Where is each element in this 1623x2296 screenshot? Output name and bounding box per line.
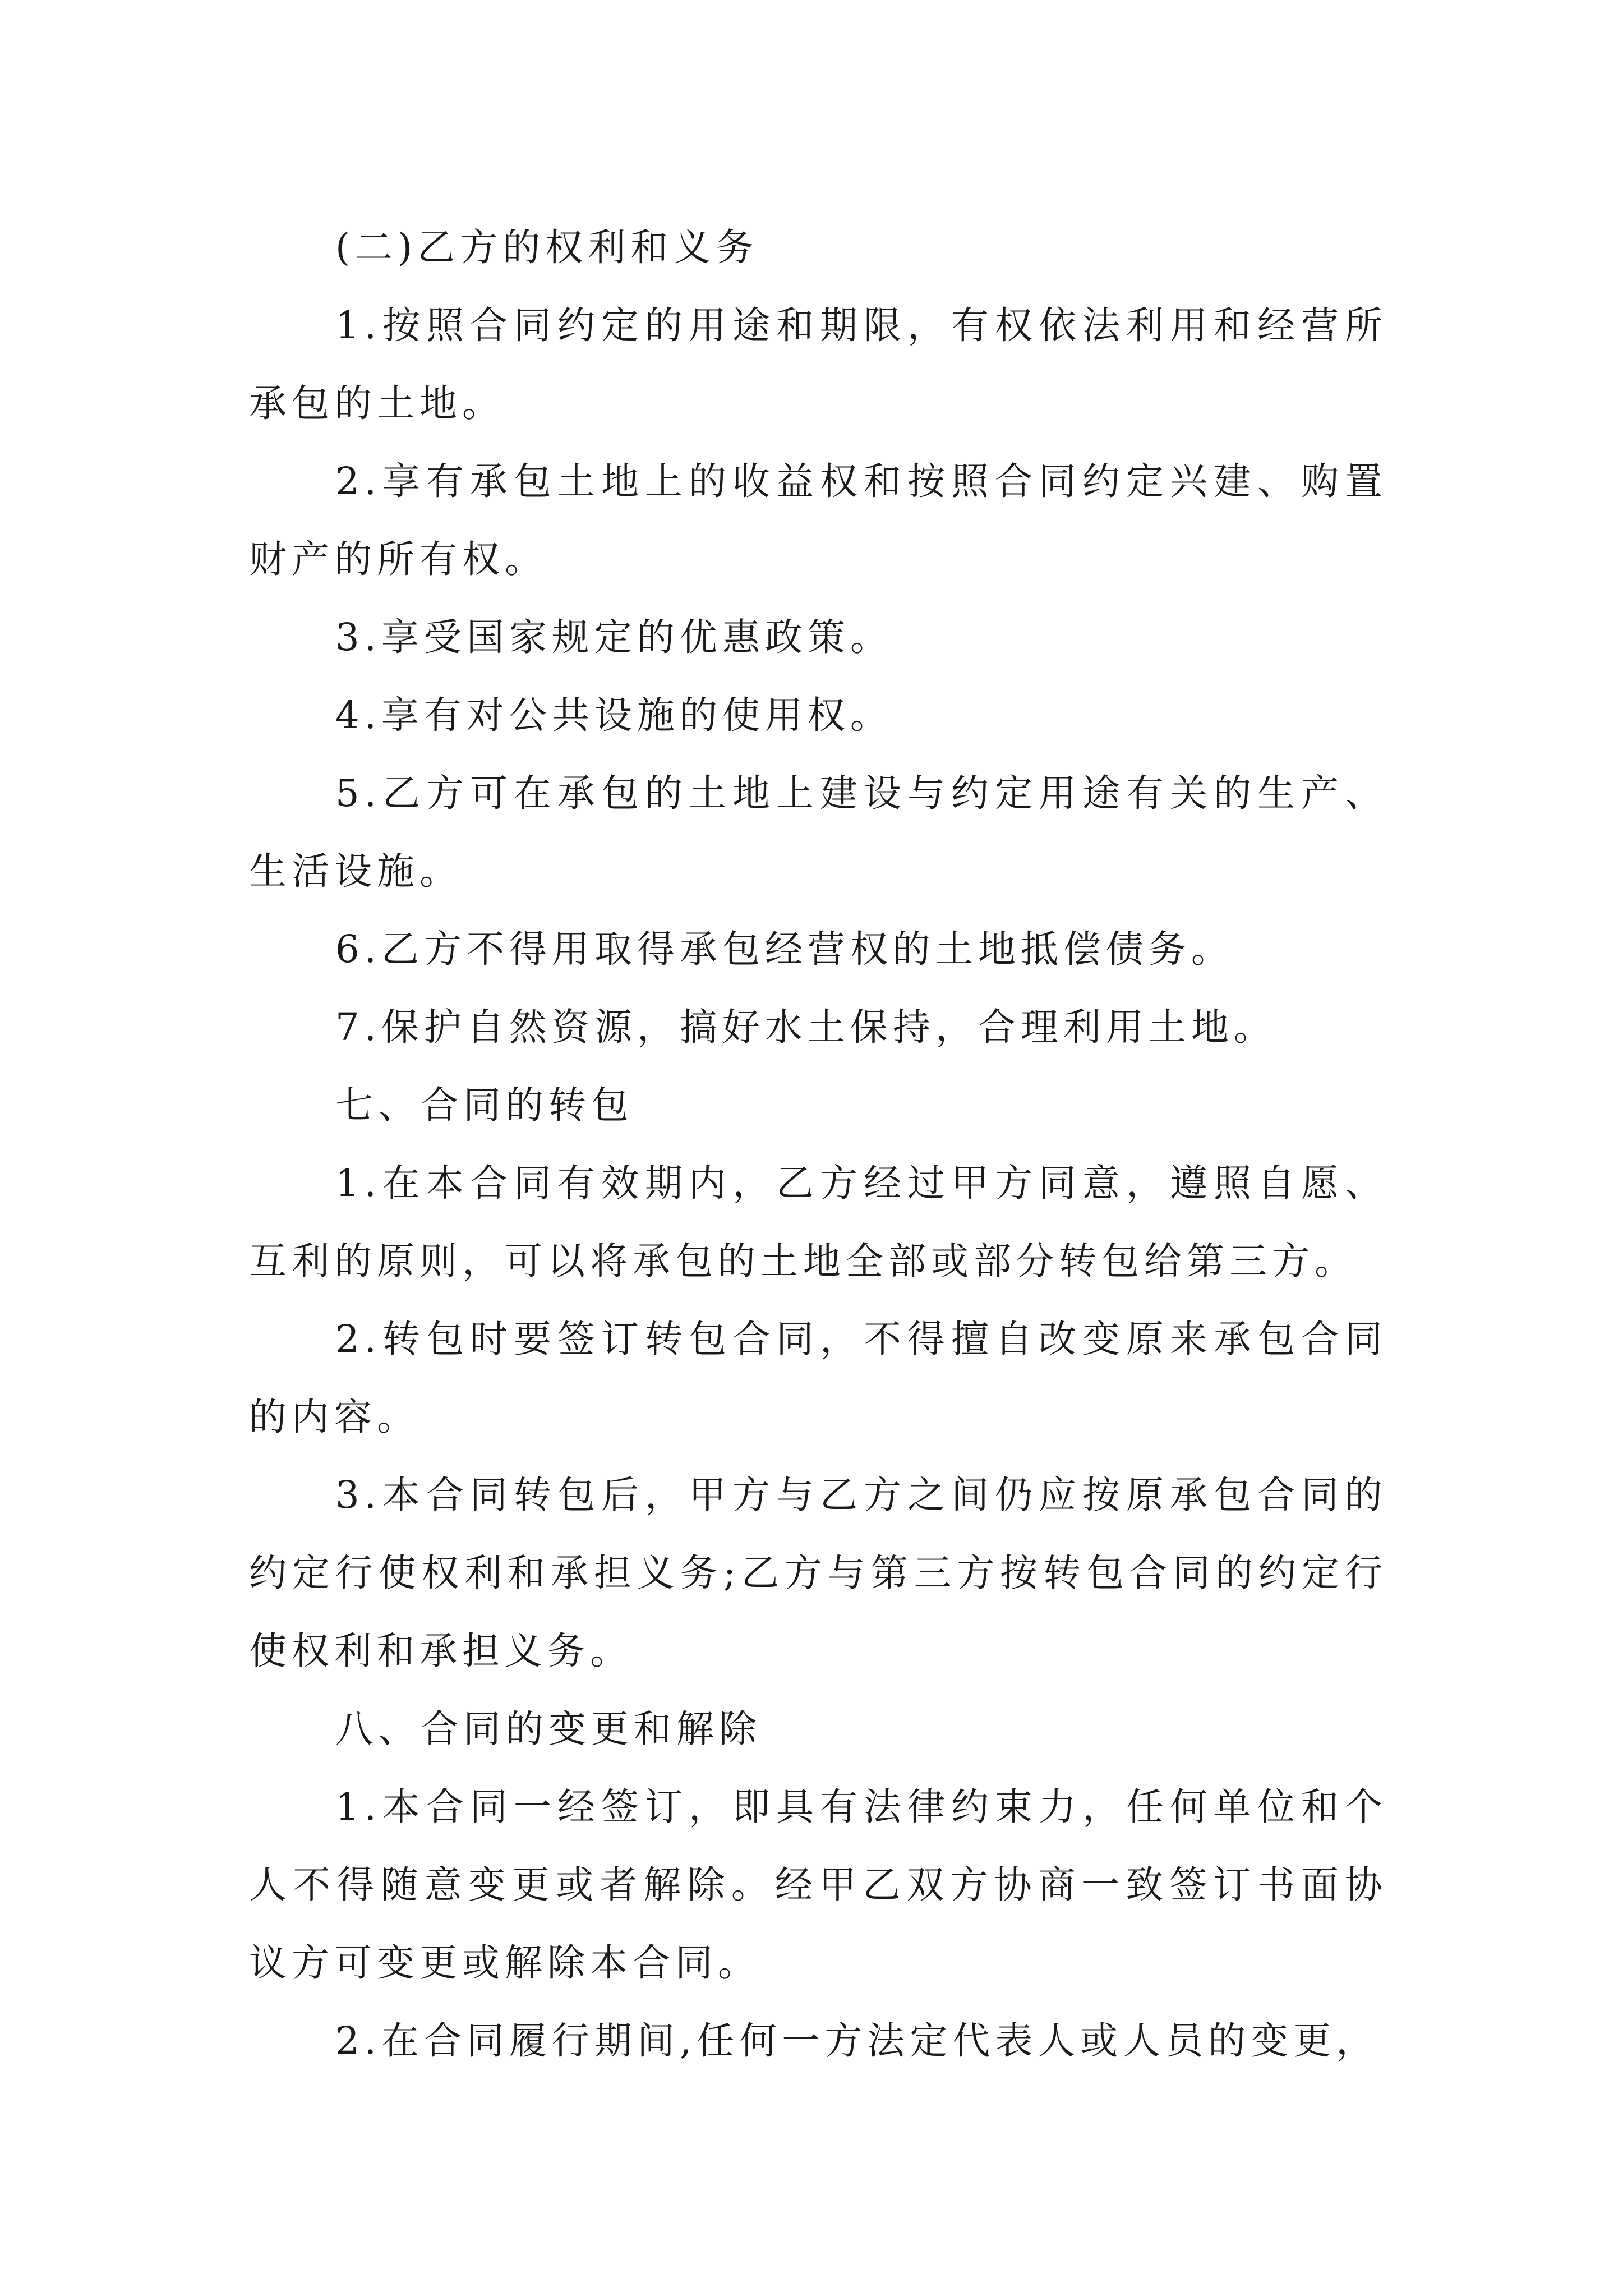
section-heading-party-b-rights: (二)乙方的权利和义务 — [335, 226, 759, 269]
section-heading-subcontract: 七、合同的转包 — [335, 1083, 634, 1127]
document-body — [249, 209, 1387, 2080]
paragraph-change-item-2: 2.在合同履行期间,任何一方法定代表人或人员的变更， — [335, 2019, 1379, 2063]
paragraph-party-b-item-7: 7.保护自然资源，搞好水土保持，合理利用土地。 — [335, 1005, 1276, 1049]
paragraph-subcontract-item-1: 1.在本合同有效期内，乙方经过甲方同意，遵照自愿、互利的原则，可以将承包的土地全部或部分转包给第三方。 — [249, 1161, 1387, 1283]
paragraph-party-b-item-3: 3.享受国家规定的优惠政策。 — [335, 615, 893, 659]
paragraph-subcontract-item-3: 3.本合同转包后，甲方与乙方之间仍应按原承包合同的约定行使权利和承担义务;乙方与第三方按转包合同的约定行使权利和承担义务。 — [249, 1473, 1387, 1673]
paragraph-party-b-item-2: 2.享有承包土地上的收益权和按照合同约定兴建、购置财产的所有权。 — [249, 459, 1387, 581]
paragraph-change-item-1: 1.本合同一经签订，即具有法律约束力，任何单位和个人不得随意变更或者解除。经甲乙双方协商一致签订书面协议方可变更或解除本合同。 — [249, 1785, 1387, 1985]
paragraph-party-b-item-4: 4.享有对公共设施的使用权。 — [335, 693, 893, 737]
section-heading-change-termination: 八、合同的变更和解除 — [335, 1707, 762, 1751]
paragraph-subcontract-item-2: 2.转包时要签订转包合同，不得擅自改变原来承包合同的内容。 — [249, 1317, 1387, 1439]
paragraph-party-b-item-6: 6.乙方不得用取得承包经营权的土地抵偿债务。 — [335, 927, 1234, 971]
paragraph-party-b-item-1: 1.按照合同约定的用途和期限，有权依法利用和经营所承包的土地。 — [249, 303, 1387, 425]
paragraph-party-b-item-5: 5.乙方可在承包的土地上建设与约定用途有关的生产、生活设施。 — [249, 771, 1387, 893]
